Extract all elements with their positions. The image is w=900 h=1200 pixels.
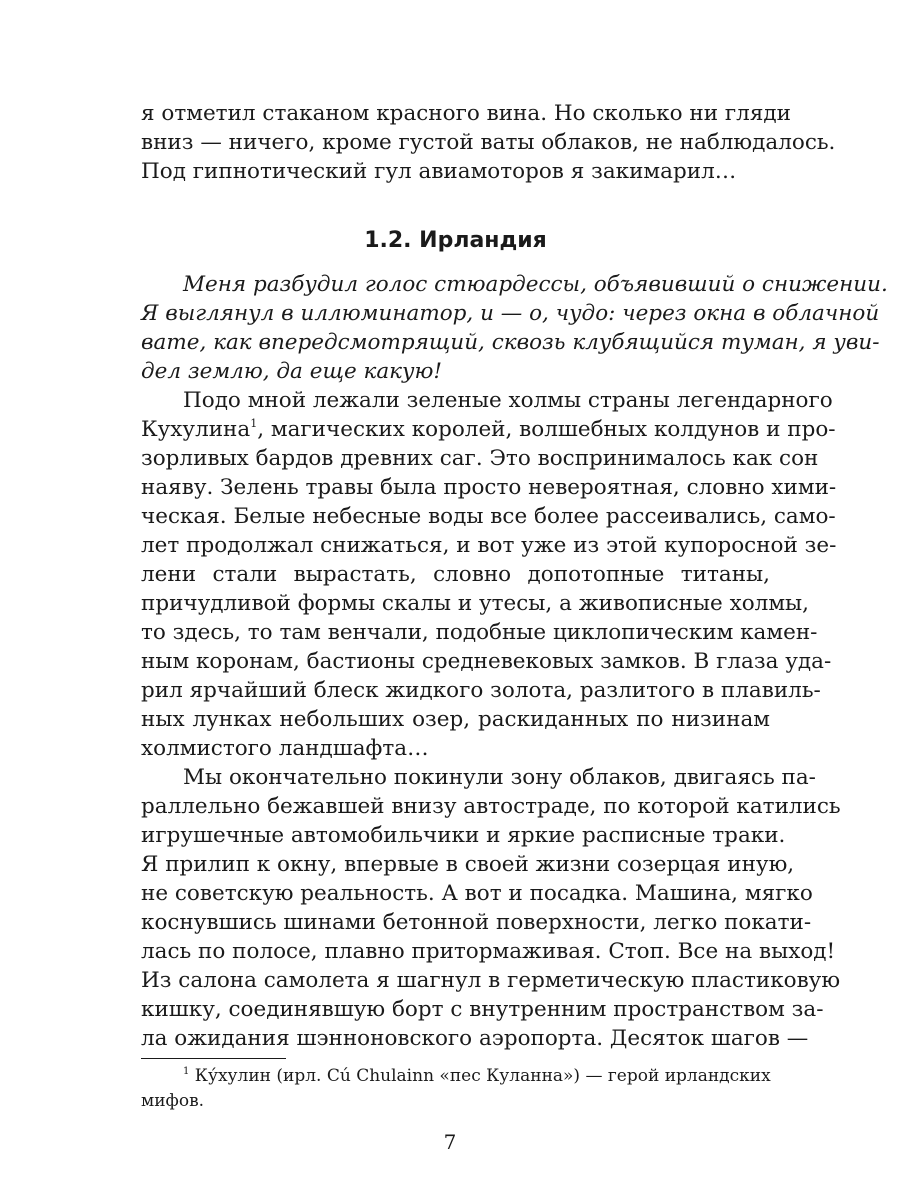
text-line-with-footnote (141, 415, 836, 444)
text-span: , магических королей, волшебных колдунов и про- (257, 417, 836, 442)
text-line: игрушечные автомобильчики и яркие расписные траки. (141, 823, 786, 848)
text-line: кишку, соединявшую борт с внутренним пространством за- (141, 997, 824, 1022)
text-line: я отметил стаканом красного вина. Но сколько ни гляди (141, 101, 791, 126)
footnoted-word: Кухулина (141, 417, 251, 442)
italic-line: вате, как впередсмотрящий, сквозь клубящийся туман, я уви- (141, 330, 880, 355)
text-line: лась по полосе, плавно притормаживая. Стоп. Все на выход! (141, 939, 836, 964)
text-line: лени стали вырастать, словно допотопные титаны, (141, 562, 770, 587)
text-line: ческая. Белые небесные воды все более рассеивались, само- (141, 504, 836, 529)
text-line: вниз — ничего, кроме густой ваты облаков, не наблюдалось. (141, 130, 836, 155)
footnote-divider (141, 1058, 286, 1059)
text-line: раллельно бежавшей внизу автостраде, по которой катились (141, 794, 841, 819)
footnote-reference[interactable]: 1 (250, 417, 258, 430)
footnote-line (183, 1064, 770, 1089)
italic-line: Меня разбудил голос стюардессы, объявивший о снижении. (183, 272, 888, 297)
text-line: Из салона самолета я шагнул в герметическую пластиковую (141, 968, 841, 993)
footnote-line: мифов. (141, 1091, 205, 1111)
text-line: ным коронам, бастионы средневековых замков. В глаза уда- (141, 649, 832, 674)
text-line: наяву. Зелень травы была просто невероятная, словно хими- (141, 475, 837, 500)
text-line: то здесь, то там венчали, подобные циклопическим камен- (141, 620, 818, 645)
text-line: зорливых бардов древних саг. Это воспринималось как сон (141, 446, 819, 471)
text-line: Подо мной лежали зеленые холмы страны легендарного (183, 388, 833, 413)
text-line: холмистого ландшафта… (141, 736, 429, 761)
italic-line: Я выглянул в иллюминатор, и — о, чудо: через окна в облачной (141, 301, 880, 326)
text-line: не советскую реальность. А вот и посадка. Машина, мягко (141, 881, 813, 906)
page-number: 7 (443, 1130, 457, 1154)
text-line: ла ожидания шэнноновского аэропорта. Десяток шагов — (141, 1026, 809, 1051)
text-line: ных лунках небольших озер, раскиданных по низинам (141, 707, 770, 732)
text-line: причудливой формы скалы и утесы, а живописные холмы, (141, 591, 809, 616)
text-line: коснувшись шинами бетонной поверхности, легко покати- (141, 910, 812, 935)
footnote-mark: 1 (183, 1066, 190, 1077)
text-line: рил ярчайший блеск жидкого золота, разлитого в плавиль- (141, 678, 821, 703)
section-heading: 1.2. Ирландия (364, 228, 547, 253)
footnote-text: Ку́хулин (ирл. Cú Chulainn «пес Куланна») — герой ирландских (194, 1066, 771, 1086)
text-line: лет продолжал снижаться, и вот уже из этой купоросной зе- (141, 533, 837, 558)
italic-line: дел землю, да еще какую! (141, 359, 443, 384)
text-line: Мы окончательно покинули зону облаков, двигаясь па- (183, 765, 816, 790)
text-line: Я прилип к окну, впервые в своей жизни созерцая иную, (141, 852, 795, 877)
text-line: Под гипнотический гул авиамоторов я закимарил… (141, 159, 737, 184)
